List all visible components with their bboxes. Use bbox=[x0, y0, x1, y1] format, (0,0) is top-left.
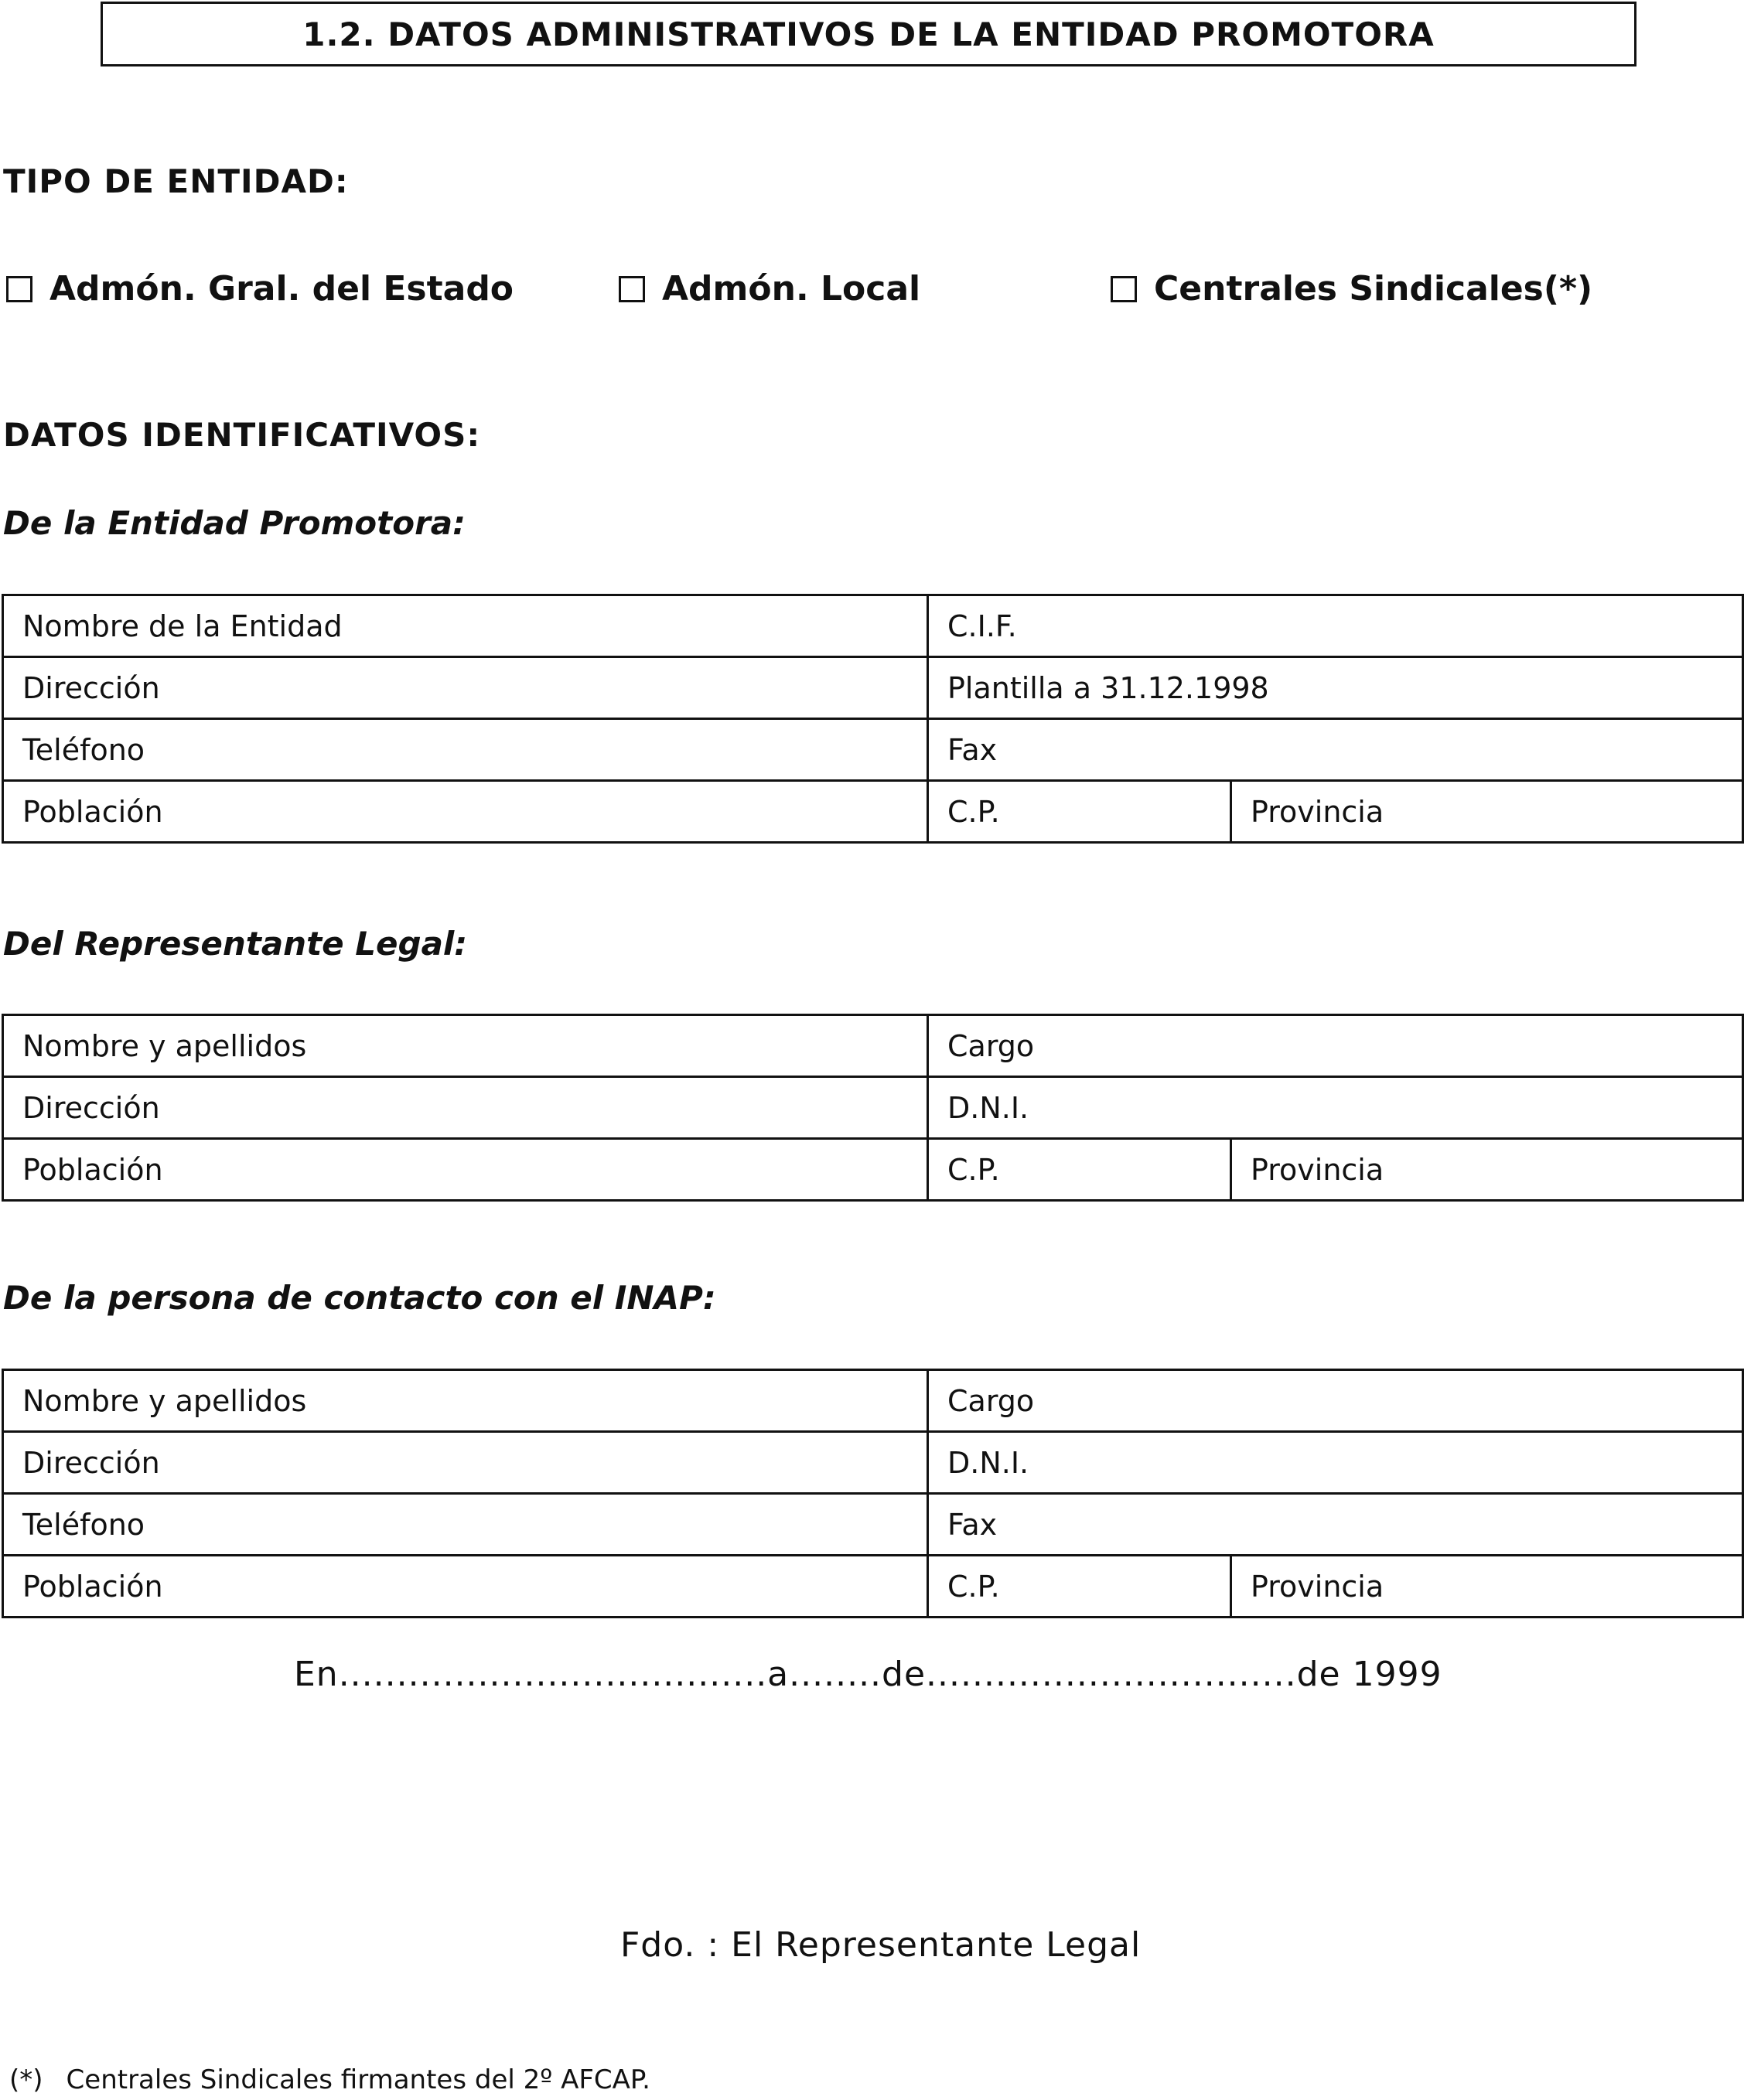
table-row bbox=[3, 781, 1743, 843]
field-direccion[interactable]: Dirección bbox=[3, 657, 928, 719]
table-row bbox=[3, 1556, 1743, 1618]
field-cp[interactable]: C.P. bbox=[928, 1556, 1231, 1618]
field-direccion[interactable]: Dirección bbox=[3, 1432, 928, 1494]
table-row bbox=[3, 1494, 1743, 1556]
checkbox-admon-gral-estado[interactable] bbox=[6, 276, 32, 302]
representante-legal-heading: Del Representante Legal: bbox=[3, 925, 468, 963]
field-nombre-entidad[interactable]: Nombre de la Entidad bbox=[3, 595, 928, 657]
option-label: Admón. Gral. del Estado bbox=[49, 269, 514, 309]
table-row bbox=[3, 595, 1743, 657]
field-nombre-apellidos[interactable]: Nombre y apellidos bbox=[3, 1370, 928, 1432]
field-cargo[interactable]: Cargo bbox=[928, 1370, 1743, 1432]
field-nombre-apellidos[interactable]: Nombre y apellidos bbox=[3, 1015, 928, 1077]
option-centrales-sindicales[interactable] bbox=[1111, 269, 1592, 309]
datos-identificativos-heading: DATOS IDENTIFICATIVOS: bbox=[3, 416, 481, 454]
field-fax[interactable]: Fax bbox=[928, 1494, 1743, 1556]
date-line[interactable]: En.....................................a........de................................de 1999 bbox=[294, 1655, 1442, 1694]
field-telefono[interactable]: Teléfono bbox=[3, 719, 928, 781]
field-direccion[interactable]: Dirección bbox=[3, 1077, 928, 1139]
table-row bbox=[3, 657, 1743, 719]
field-cif[interactable]: C.I.F. bbox=[928, 595, 1743, 657]
option-admon-local[interactable] bbox=[619, 269, 920, 309]
footnote-text: Centrales Sindicales firmantes del 2º AFCAP. bbox=[66, 2064, 650, 2095]
footnote-mark: (*) bbox=[9, 2064, 43, 2095]
field-cargo[interactable]: Cargo bbox=[928, 1015, 1743, 1077]
option-admon-gral-estado[interactable] bbox=[6, 269, 514, 309]
tipo-entidad-heading: TIPO DE ENTIDAD: bbox=[3, 162, 349, 200]
checkbox-centrales-sindicales[interactable] bbox=[1111, 276, 1137, 302]
field-dni[interactable]: D.N.I. bbox=[928, 1432, 1743, 1494]
field-dni[interactable]: D.N.I. bbox=[928, 1077, 1743, 1139]
field-poblacion[interactable]: Población bbox=[3, 781, 928, 843]
representante-legal-table bbox=[2, 1014, 1744, 1202]
table-row bbox=[3, 1139, 1743, 1201]
contacto-inap-heading: De la persona de contacto con el INAP: bbox=[3, 1279, 716, 1317]
checkbox-admon-local[interactable] bbox=[619, 276, 645, 302]
table-row bbox=[3, 1077, 1743, 1139]
page-title: 1.2. DATOS ADMINISTRATIVOS DE LA ENTIDAD PROMOTORA bbox=[101, 2, 1636, 66]
entidad-promotora-heading: De la Entidad Promotora: bbox=[3, 504, 466, 542]
table-row bbox=[3, 719, 1743, 781]
field-cp[interactable]: C.P. bbox=[928, 1139, 1231, 1201]
option-label: Centrales Sindicales(*) bbox=[1154, 269, 1593, 309]
field-provincia[interactable]: Provincia bbox=[1231, 781, 1743, 843]
field-fax[interactable]: Fax bbox=[928, 719, 1743, 781]
footnote bbox=[9, 2064, 650, 2095]
field-provincia[interactable]: Provincia bbox=[1231, 1556, 1743, 1618]
table-row bbox=[3, 1370, 1743, 1432]
option-label: Admón. Local bbox=[662, 269, 921, 309]
table-row bbox=[3, 1015, 1743, 1077]
field-poblacion[interactable]: Población bbox=[3, 1139, 928, 1201]
field-telefono[interactable]: Teléfono bbox=[3, 1494, 928, 1556]
field-provincia[interactable]: Provincia bbox=[1231, 1139, 1743, 1201]
field-poblacion[interactable]: Población bbox=[3, 1556, 928, 1618]
table-row bbox=[3, 1432, 1743, 1494]
field-cp[interactable]: C.P. bbox=[928, 781, 1231, 843]
field-plantilla[interactable]: Plantilla a 31.12.1998 bbox=[928, 657, 1743, 719]
entidad-promotora-table bbox=[2, 594, 1744, 844]
signature-line: Fdo. : El Representante Legal bbox=[620, 1925, 1142, 1965]
contacto-inap-table bbox=[2, 1369, 1744, 1618]
